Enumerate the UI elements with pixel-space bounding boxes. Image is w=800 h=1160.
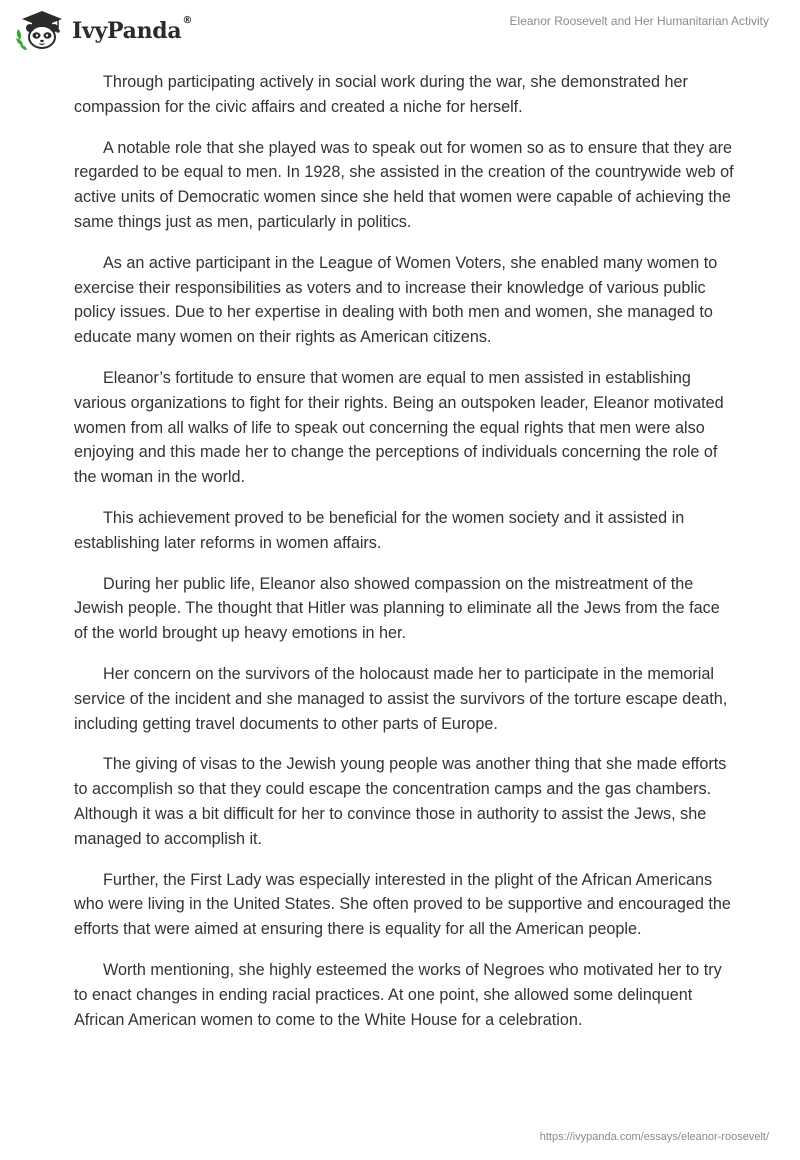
essay-body bbox=[74, 70, 734, 1048]
page-header bbox=[0, 0, 800, 60]
paragraph: Further, the First Lady was especially interested in the plight of the African Americans who were living in the United States. She often proved to be supportive and encouraged the efforts that were aimed at ensuring there is equality for all the American people. bbox=[74, 870, 731, 939]
paragraph: A notable role that she played was to speak out for women so as to ensure that they are regarded to be equal to men. In 1928, she assisted in the creation of the countrywide web of active units of Democratic women since she held that women were capable of achieving the same things just as men, particularly in politics. bbox=[74, 138, 734, 231]
panda-logo-icon bbox=[14, 8, 66, 52]
paragraph: During her public life, Eleanor also showed compassion on the mistreatment of the Jewish people. The thought that Hitler was planning to eliminate all the Jews from the face of the world brought up heavy emotions in her. bbox=[74, 574, 720, 643]
paragraph: Eleanor’s fortitude to ensure that women are equal to men assisted in establishing various organizations to fight for their rights. Being an outspoken leader, Eleanor motivated women from all walks of life to speak out concerning the equal rights that men were also enjoying and this made her to change the perceptions of individuals concerning the role of the woman in the world. bbox=[74, 368, 724, 487]
paragraph: This achievement proved to be beneficial for the women society and it assisted in establishing later reforms in women affairs. bbox=[74, 508, 685, 552]
source-url-link[interactable]: https://ivypanda.com/essays/eleanor-roosevelt/ bbox=[539, 1131, 769, 1143]
paragraph: Worth mentioning, she highly esteemed the works of Negroes who motivated her to try to enact changes in ending racial practices. At one point, she allowed some delinquent African American women to come to the White House for a celebration. bbox=[74, 960, 722, 1029]
paragraph: Through participating actively in social work during the war, she demonstrated her compassion for the civic affairs and created a niche for herself. bbox=[74, 73, 688, 116]
paragraph: Her concern on the survivors of the holocaust made her to participate in the memorial service of the incident and she managed to assist the survivors of the torture escape death, including getting travel documents to other parts of Europe. bbox=[74, 664, 728, 733]
registered-mark: ® bbox=[182, 14, 193, 26]
ivypanda-logo[interactable] bbox=[14, 8, 192, 52]
logo-text: IvyPanda bbox=[72, 18, 182, 44]
paragraph: As an active participant in the League of Women Voters, she enabled many women to exercise their responsibilities as voters and to increase their knowledge of various public policy issues. Due to her expertise in dealing with both men and women, she managed to educate many women on their rights as American citizens. bbox=[74, 253, 718, 347]
paragraph: The giving of visas to the Jewish young people was another thing that she made efforts to accomplish so that they could escape the concentration camps and the gas chambers. Although it was a bit difficult for her to convince those in authority to assist the Jews, she managed to accomplish it. bbox=[74, 755, 727, 848]
document-title: Eleanor Roosevelt and Her Humanitarian Activity bbox=[509, 14, 769, 28]
